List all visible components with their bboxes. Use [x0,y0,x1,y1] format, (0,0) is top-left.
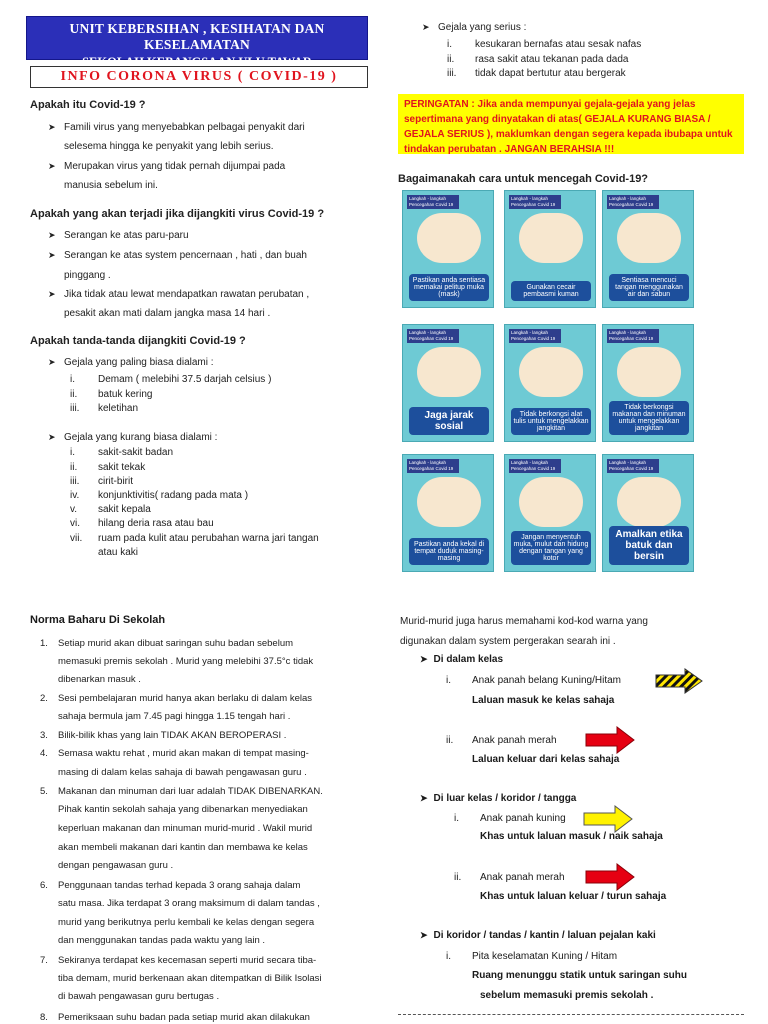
norma-line [58,839,308,857]
norma-text: masing di dalam kelas sahaja di bawah pengawasan guru . [58,767,307,778]
norma-line [58,970,322,988]
red-arrow-icon [585,726,635,754]
list-item: selesema hingga ke penyakit yang lebih serius. [64,141,274,152]
prevention-card [402,454,494,572]
list-item: pesakit akan mati dalam jangka masa 14 hari . [64,308,271,319]
norma-text: dan menggunakan tandas pada waktu yang lain . [58,935,266,946]
norma-line [58,857,173,875]
card-caption: Tidak berkongsi alat tulis untuk mengelakkan jangkitan [511,408,591,435]
list-item: ➤ Serangan ke atas system pencernaan , hati , dan buah [48,250,307,261]
heading-koridor: ➤ Di koridor / tandas / kantin / laluan pejalan kaki [420,930,656,941]
card-header: Langkah - langkah Pencegahan Covid 19 [607,329,659,343]
heading-norma: Norma Baharu Di Sekolah [30,614,166,626]
card-header: Langkah - langkah Pencegahan Covid 19 [607,459,659,473]
norma-line [40,727,287,745]
norma-line [40,877,301,895]
card-header: Langkah - langkah Pencegahan Covid 19 [407,195,459,209]
card-caption: Jangan menyentuh muka, mulut dan hidung dengan tangan yang kotor [511,531,591,565]
list-item: ii. Anak panah merah [454,872,565,883]
mask-illustration [417,213,481,263]
heading-dalam-kelas: ➤ Di dalam kelas [420,654,504,665]
banner-line2: SEKOLAH KEBANGSAAN ULU TAWAR [82,55,312,69]
norma-text: Pihak kantin sekolah sahaja yang dibenarkan menyediakan [58,804,308,815]
kod-desc: Laluan keluar dari kelas sahaja [472,754,620,765]
norma-line [58,801,308,819]
norma-number: 6. [40,880,48,891]
list-item: ➤ Gejala yang paling biasa dialami : [48,357,214,368]
list-item: pinggang . [64,270,111,281]
list-item: i. sakit-sakit badan [70,447,174,458]
norma-number: 5. [40,786,48,797]
divider [398,1014,744,1015]
norma-text: keperluan makanan dan minuman murid-murid . Wakil murid [58,823,313,834]
norma-text: Pemeriksaan suhu badan pada setiap murid akan dilakukan [58,1012,310,1023]
norma-text: tiba demam, murid berkenaan akan ditempatkan di Bilik Isolasi [58,973,322,984]
norma-line [58,764,307,782]
list-item: ➤ Serangan ke atas paru-paru [48,230,189,241]
heading-luar-kelas: ➤ Di luar kelas / koridor / tangga [420,793,577,804]
kod-intro1: Murid-murid juga harus memahami kod-kod warna yang [400,616,648,627]
norma-text: Bilik-bilik khas yang lain TIDAK AKAN BEROPERASI . [58,730,287,741]
list-item: i. Pita keselamatan Kuning / Hitam [446,951,618,962]
norma-line [58,895,320,913]
list-item: iv. konjunktivitis( radang pada mata ) [70,490,249,501]
prevention-card [402,324,494,442]
banner-line1: UNIT KEBERSIHAN , KESIHATAN DAN KESELAMATAN [69,21,325,52]
distance-illustration [417,347,481,397]
list-item: ii. sakit tekak [70,462,146,473]
kod-desc: Laluan masuk ke kelas sahaja [472,695,615,706]
card-caption: Pastikan anda kekal di tempat duduk masing-masing [409,538,489,565]
list-item: i. Anak panah kuning [454,813,566,824]
prevention-card [602,190,694,308]
list-item: ➤ Gejala yang serius : [422,22,527,33]
norma-text: Setiap murid akan dibuat saringan suhu badan sebelum [58,638,294,649]
list-item: manusia sebelum ini. [64,180,158,191]
kod-desc: Ruang menunggu statik untuk saringan suhu [472,970,688,981]
card-caption: Gunakan cecair pembasmi kuman [511,281,591,301]
norma-text: memasuki premis sekolah . Murid yang melebihi 37.5°c tidak [58,656,314,667]
norma-number: 3. [40,730,48,741]
norma-line [58,932,265,950]
list-item: ➤ Merupakan virus yang tidak pernah dijumpai pada [48,161,286,172]
norma-text: dengan pengawasan guru . [58,860,174,871]
seated-illustration [417,477,481,527]
card-header: Langkah - langkah Pencegahan Covid 19 [509,195,561,209]
heading-tanda: Apakah tanda-tanda dijangkiti Covid-19 ? [30,335,246,347]
list-item: i. Anak panah belang Kuning/Hitam [446,675,621,686]
header-banner [26,16,368,69]
kod-desc: Khas untuk laluan keluar / turun sahaja [480,891,667,902]
list-item: iii. tidak dapat bertutur atau bergerak [447,68,626,79]
norma-line [40,1009,310,1024]
list-item: ii. Anak panah merah [446,735,557,746]
handwash-illustration [617,213,681,263]
norma-text: Penggunaan tandas terhad kepada 3 orang sahaja dalam [58,880,301,891]
norma-line [40,690,313,708]
norma-text: Semasa waktu rehat , murid akan makan di tempat masing- [58,748,309,759]
prevention-card [602,324,694,442]
red-arrow-icon [585,863,635,891]
striped-arrow-icon [655,668,703,694]
norma-line [58,653,313,671]
norma-line [40,952,317,970]
norma-line [58,708,290,726]
list-item: ➤ Gejala yang kurang biasa dialami : [48,432,218,443]
norma-line [40,635,294,653]
warning-box: PERINGATAN : Jika anda mempunyai gejala-gejala yang jelas sepertimana yang dinyatakan di atas( GEJALA KURANG BIASA / GEJALA SERIUS ), maklumkan dengan segera kepada ibubapa untuk tindakan perubatan . JANGAN BERAHSIA !!! [398,94,744,154]
list-item: v. sakit kepala [70,504,151,515]
norma-text: akan membeli makanan dari kantin dan membawa ke kelas [58,842,308,853]
list-item: ii. rasa sakit atau tekanan pada dada [447,54,629,65]
norma-number: 2. [40,693,48,704]
heading-apakah: Apakah itu Covid-19 ? [30,99,146,111]
norma-line [40,745,309,763]
prevention-card [602,454,694,572]
list-item: vii. ruam pada kulit atau perubahan warna jari tangan [70,533,319,544]
norma-text: dibenarkan masuk . [58,674,141,685]
norma-text: satu masa. Jika terdapat 3 orang maksimum di dalam tandas , [58,898,320,909]
norma-line [58,820,312,838]
yellow-arrow-icon [583,805,633,833]
prevention-card [504,190,596,308]
prevention-card [504,454,596,572]
stationery-illustration [519,347,583,397]
list-item: iii. keletihan [70,403,139,414]
list-item: iii. cirit-birit [70,476,133,487]
norma-text: murid yang berikutnya perlu kembali ke kelas dengan segera [58,917,315,928]
norma-number: 7. [40,955,48,966]
card-caption: Sentiasa mencuci tangan menggunakan air dan sabun [609,274,689,301]
kod-desc: sebelum memasuki premis sekolah . [480,990,654,1001]
list-item: i. kesukaran bernafas atau sesak nafas [447,39,642,50]
norma-text: Makanan dan minuman dari luar adalah TIDAK DIBENARKAN. [58,786,323,797]
norma-line [40,783,323,801]
list-item: ➤ Jika tidak atau lewat mendapatkan rawatan perubatan , [48,289,310,300]
card-header: Langkah - langkah Pencegahan Covid 19 [407,329,459,343]
list-item: i. Demam ( melebihi 37.5 darjah celsius ) [70,374,272,385]
norma-number: 8. [40,1012,48,1023]
card-header: Langkah - langkah Pencegahan Covid 19 [509,459,561,473]
norma-line [58,988,219,1006]
heading-cegah: Bagaimanakah cara untuk mencegah Covid-19? [398,173,649,185]
food-illustration [617,347,681,397]
norma-text: Sekiranya terdapat kes kecemasan seperti murid secara tiba- [58,955,317,966]
sneeze-illustration [617,477,681,527]
norma-text: di bawah pengawasan guru bertugas . [58,991,220,1002]
info-title: INFO CORONA VIRUS ( COVID-19 ) [30,66,368,88]
heading-terjadi: Apakah yang akan terjadi jika dijangkiti virus Covid-19 ? [30,208,325,220]
card-header: Langkah - langkah Pencegahan Covid 19 [509,329,561,343]
list-item: atau kaki [98,547,139,558]
prevention-card [402,190,494,308]
card-caption: Jaga jarak sosial [409,407,489,435]
norma-number: 1. [40,638,48,649]
card-caption: Pastikan anda sentiasa memakai pelitup muka (mask) [409,274,489,301]
card-caption: Tidak berkongsi makanan dan minuman untuk mengelakkan jangkitan [609,401,689,435]
kod-desc: Khas untuk laluan masuk / naik sahaja [480,831,663,842]
kod-intro2: digunakan dalam system pergerakan searah ini . [400,636,616,647]
list-item: ➤ Famili virus yang menyebabkan pelbagai penyakit dari [48,122,305,133]
norma-number: 4. [40,748,48,759]
card-caption: Amalkan etika batuk dan bersin [609,526,689,565]
norma-line [58,914,314,932]
card-header: Langkah - langkah Pencegahan Covid 19 [407,459,459,473]
prevention-card [504,324,596,442]
sanitizer-illustration [519,213,583,263]
face-touch-illustration [519,477,583,527]
list-item: vi. hilang deria rasa atau bau [70,518,214,529]
norma-line [58,671,141,689]
list-item: ii. batuk kering [70,389,153,400]
norma-text: sahaja bermula jam 7.45 pagi hingga 1.15 tengah hari . [58,711,291,722]
card-header: Langkah - langkah Pencegahan Covid 19 [607,195,659,209]
norma-text: Sesi pembelajaran murid hanya akan berlaku di dalam kelas [58,693,313,704]
